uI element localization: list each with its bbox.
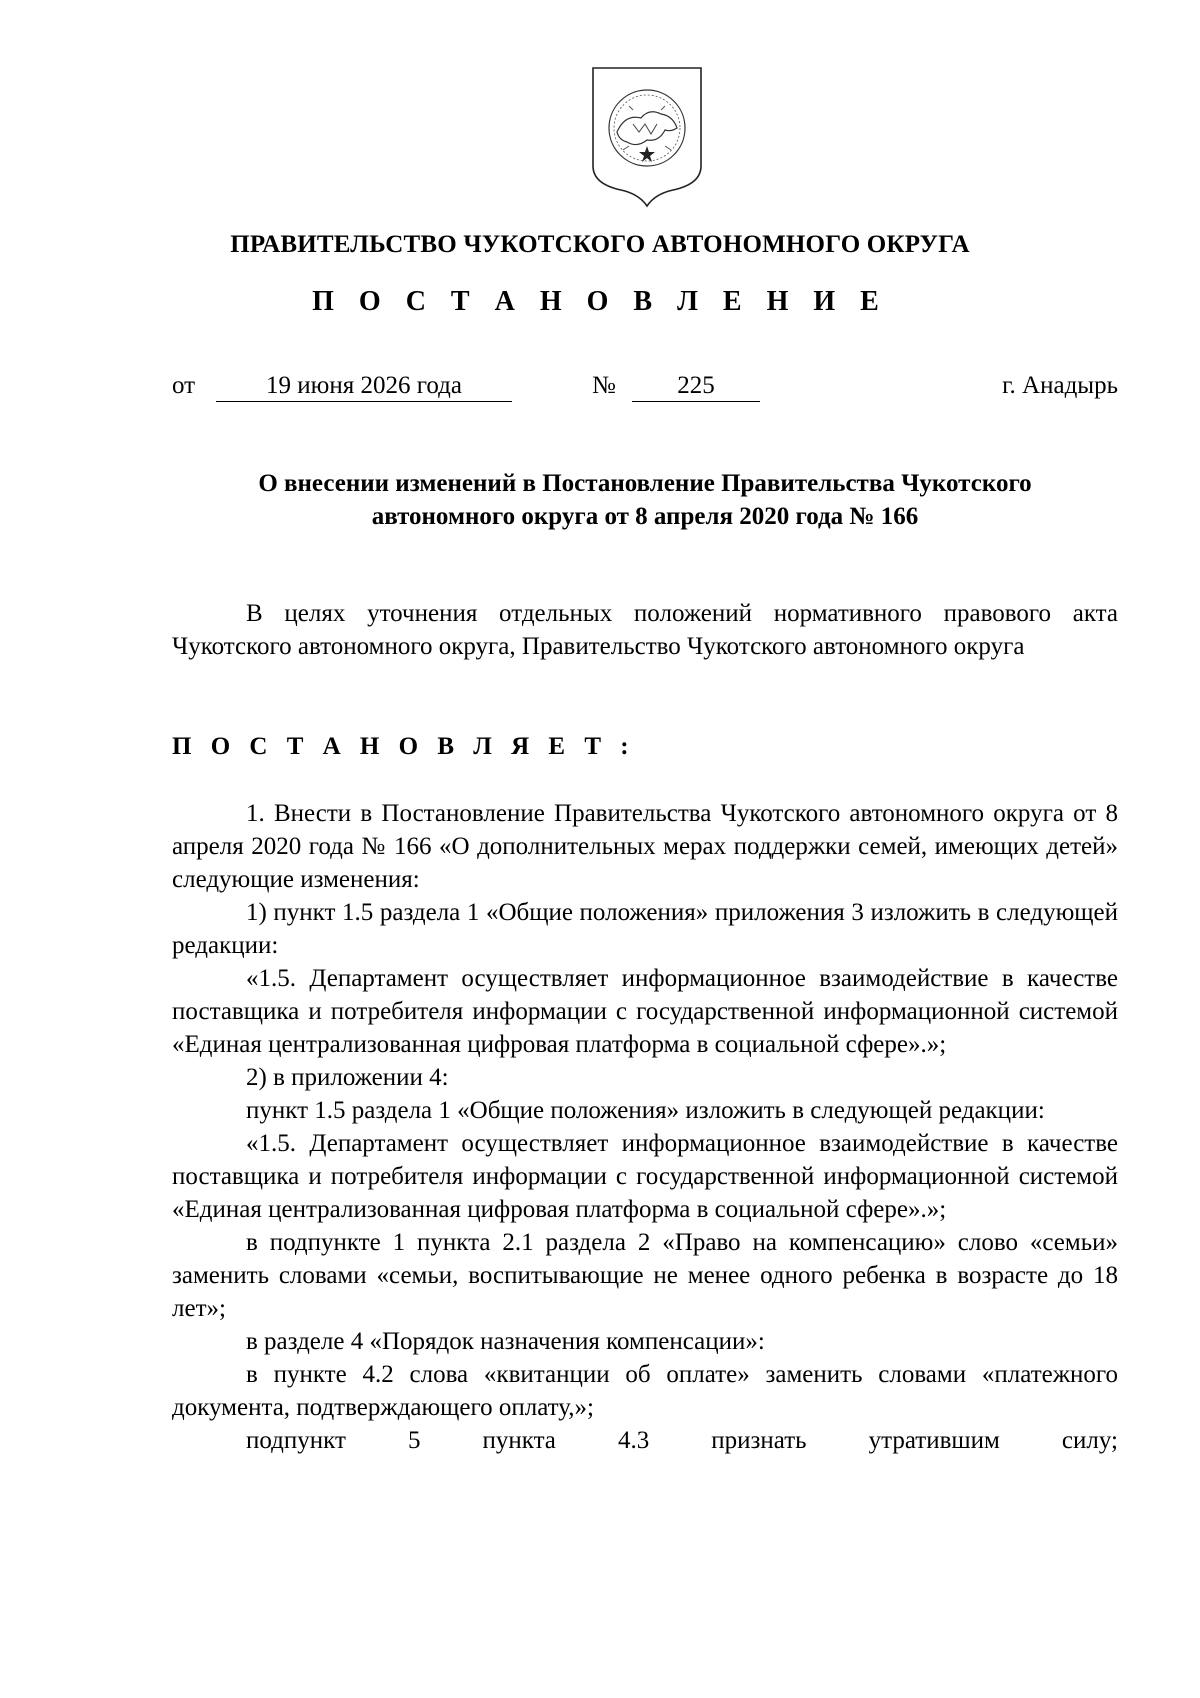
decree-heading: П О С Т А Н О В Л Я Е Т :	[172, 733, 636, 760]
document-meta-row	[172, 372, 1118, 406]
paragraph: в разделе 4 «Порядок назначения компенсации»:	[246, 1328, 765, 1355]
number-label: №	[592, 372, 616, 399]
date-label: от	[172, 372, 196, 399]
paragraph: в пункте 4.2 слова «квитанции об оплате» заменить словами «платежного документа, подтверждающего оплату,»;	[172, 1361, 1118, 1421]
document-date: 19 июня 2026 года	[216, 372, 512, 402]
document-city: г. Анадырь	[1002, 372, 1118, 399]
title-line: О внесении изменений в Постановление Правительства Чукотского	[258, 470, 1032, 497]
decree-items	[172, 797, 1118, 1457]
document-number: 225	[632, 372, 760, 402]
paragraph: подпункт 5 пункта 4.3 признать утратившим силу;	[246, 1427, 1118, 1454]
paragraph: в подпункте 1 пункта 2.1 раздела 2 «Право на компенсацию» слово «семьи» заменить словами «семьи, воспитывающие не менее одного ребенка в возрасте до 18 лет»;	[172, 1229, 1118, 1322]
document-title	[172, 467, 1118, 533]
coat-of-arms-emblem	[587, 62, 707, 212]
document-type: П О С Т А Н О В Л Е Н И Е	[312, 286, 888, 317]
organization-name: ПРАВИТЕЛЬСТВО ЧУКОТСКОГО АВТОНОМНОГО ОКРУГА	[230, 231, 970, 258]
paragraph: 1) пункт 1.5 раздела 1 «Общие положения» приложения 3 изложить в следующей редакции:	[172, 899, 1118, 959]
title-line: автономного округа от 8 апреля 2020 года № 166	[371, 503, 919, 530]
paragraph: «1.5. Департамент осуществляет информационное взаимодействие в качестве поставщика и потребителя информации с государственной информационной системой «Единая централизованная цифровая платформа в социальной сфере».»;	[172, 965, 1118, 1058]
paragraph: 2) в приложении 4:	[246, 1064, 449, 1091]
paragraph: «1.5. Департамент осуществляет информационное взаимодействие в качестве поставщика и потребителя информации с государственной информационной системой «Единая централизованная цифровая платформа в социальной сфере».»;	[172, 1130, 1118, 1223]
preamble	[172, 597, 1118, 663]
preamble-paragraph: В целях уточнения отдельных положений нормативного правового акта Чукотского автономного округа, Правительство Чукотского автономного округа	[172, 600, 1118, 660]
paragraph: пункт 1.5 раздела 1 «Общие положения» изложить в следующей редакции:	[246, 1097, 1045, 1124]
paragraph: 1. Внести в Постановление Правительства Чукотского автономного округа от 8 апреля 2020 года № 166 «О дополнительных мерах поддержки семей, имеющих детей» следующие изменения:	[172, 800, 1118, 893]
